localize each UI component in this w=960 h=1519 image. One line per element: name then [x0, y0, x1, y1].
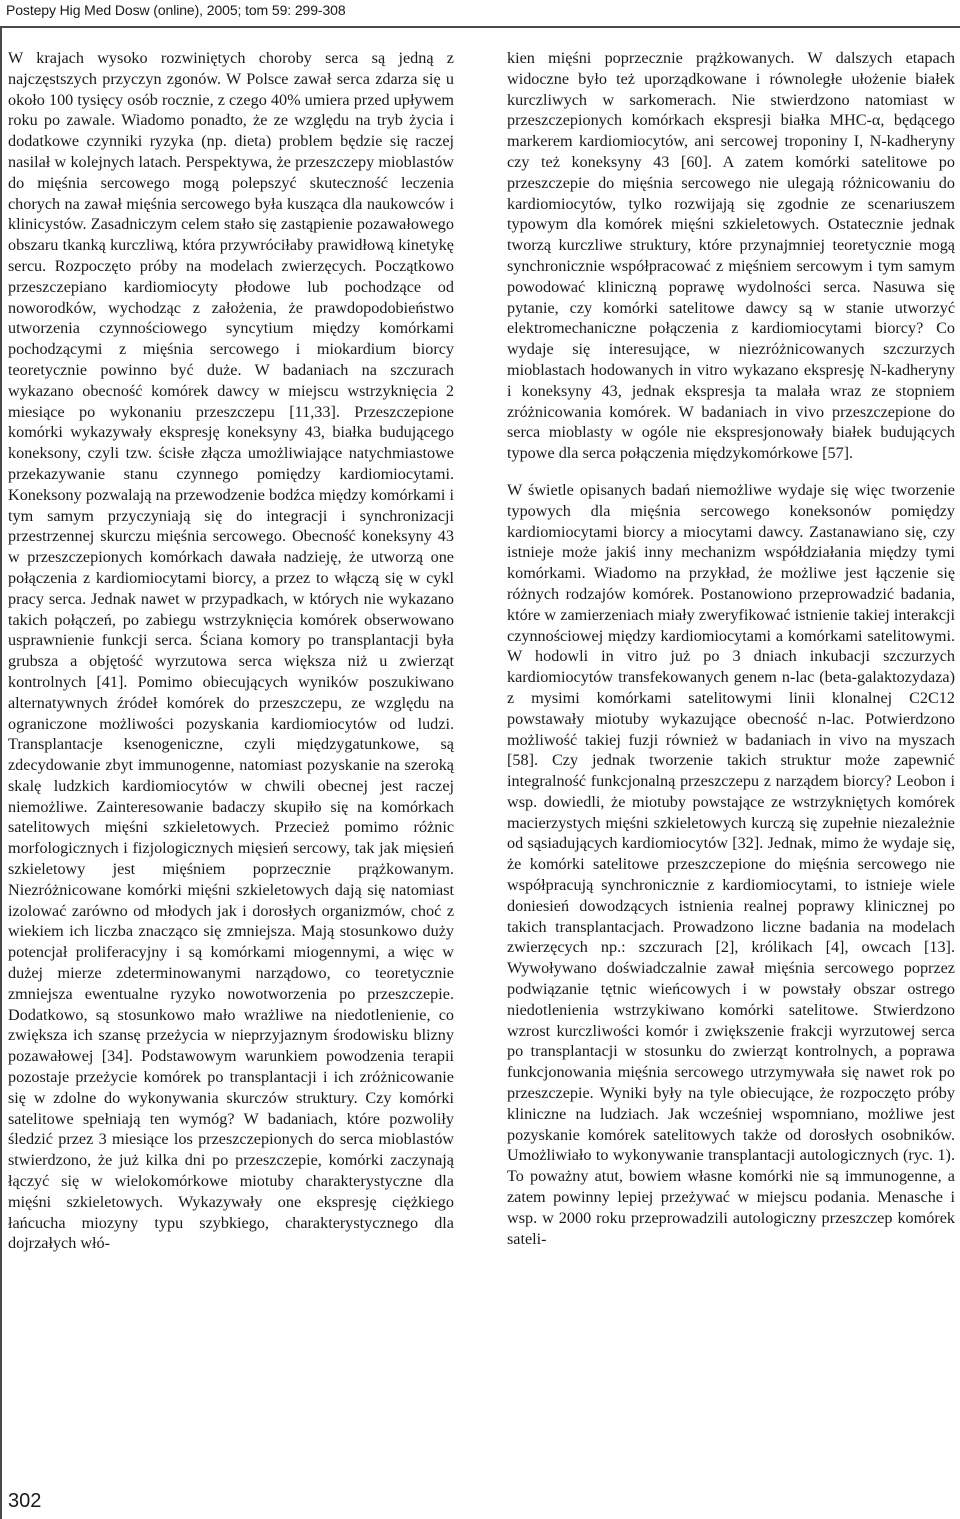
page-number: 302 — [8, 1490, 42, 1512]
left-margin-rule — [0, 28, 2, 1519]
left-text-column — [8, 48, 454, 1254]
body-paragraph: W krajach wysoko rozwiniętych choroby serca są jedną z najczęstszych przyczyn zgonów. W Polsce zawał serca zdarza się u około 100 tysięcy osób rocznie, z czego 40% umiera przed upływem roku po zawale. Wiadomo ponadto, że ze względu na tryb życia i dodatkowe czynniki ryzyka (np. dieta) problem będzie się raczej nasilał w kolejnych latach. Perspektywa, że przeszczepy mioblastów do mięśnia sercowego mogą polepszyć skuteczność leczenia chorych na zawał mięśnia sercowego była kusząca dla naukowców i klinicystów. Zasadniczym celem stało się zastąpienie pozawałowego obszaru tkanką kurczliwą, która przywróciłaby prawidłową kinetykę sercu. Rozpoczęto próby na modelach zwierzęcych. Początkowo przeszczepiano kardiomiocyty płodowe lub pochodzące od noworodków, wychodząc z założenia, że prawdopodobieństwo utworzenia czynnościowego syncytium między komórkami pochodzącymi z mięśnia sercowego i miokardium biorcy teoretycznie powinno być duże. W badaniach na szczurach wykazano obecność komórek dawcy w miejscu wstrzyknięcia 2 miesiące po wykonaniu przeszczepu [11,33]. Przeszczepione komórki wykazywały ekspresję koneksyny 43, białka budującego koneksony, czyli tzw. ścisłe złącza umożliwiające natychmiastowe przekazywanie stanu czynnego pomiędzy kardiomiocytami. Koneksony pozwalają na przewodzenie bodźca między komórkami i tym samym przyczyniają się do integracji i synchronizacji przestrzennej skurczu mięśnia sercowego. Obecność koneksyny 43 w przeszczepionych komórkach dawała nadzieję, że utworzą one połączenia z kardiomiocytami biorcy, a przez to włączą się w cykl pracy serca. Jednak nawet w przypadkach, w których nie wykazano takich połączeń, po zabiegu wstrzyknięcia komórek obserwowano usprawnienie funkcji serca. Ściana komory po transplantacji była grubsza a objętość wyrzutowa serca większa niż u zwierząt kontrolnych [41]. Pomimo obiecujących wyników poszukiwano alternatywnych źródeł komórek do przeszczepu, ze względu na ograniczone możliwości pozyskania kardiomiocytów od ludzi. Transplantacje ksenogeniczne, czyli międzygatunkowe, są zdecydowanie zbyt immunogenne, natomiast pozyskanie na szeroką skalę ludzkich kardiomiocytów w chwili obecnej jest raczej niemożliwe. Zainteresowanie badaczy skupiło się na komórkach satelitowych mięśni szkieletowych. Przecież pomimo różnic morfologicznych i fizjologicznych mięsień sercowy, tak jak mięsień szkieletowy jest mięśniem poprzecznie prążkowanym. Niezróżnicowane komórki mięśni szkieletowych dają się natomiast izolować zarówno od młodych jak i dorosłych organizmów, choć z wiekiem ich liczba znacząco się zmniejsza. Mają stosunkowo duży potencjał proliferacyjny i są komórkami miogennymi, a więc w dużej mierze zdeterminowanymi narządowo, co teoretycznie zmniejsza ewentualne ryzyko nowotworzenia po przeszczepie. Dodatkowo, są stosunkowo mało wrażliwe na niedotlenienie, co zwiększa ich szansę przeżycia w nieprzyjaznym środowisku blizny pozawałowej [34]. Podstawowym warunkiem powodzenia terapii pozostaje przeżycie komórek po transplantacji i ich zróżnicowanie się w zdolne do wykonywania skurczów struktury. Czy komórki satelitowe spełniają ten wymóg? W badaniach, które pozwoliły śledzić przez 3 miesiące los przeszczepionych do serca mioblastów stwierdzono, że już kilka dni po przeszczepie, komórki zaczynają łączyć się w wielokomórkowe miotuby charakterystyczne dla mięśni szkieletowych. Wykazywały one ekspresję ciężkiego łańcucha miozyny typu szybkiego, charakterystycznego dla dojrzałych włó- — [8, 49, 454, 1253]
body-paragraph: W świetle opisanych badań niemożliwe wydaje się więc tworzenie typowych dla mięśnia sercowego koneksonów pomiędzy kardiomiocytami biorcy a miocytami dawcy. Zastanawiano się, czy istnieje może jakiś inny mechanizm współdziałania między tymi komórkami. Wiadomo na przykład, że możliwe jest łączenie się różnych rodzajów komórek. Postanowiono przeprowadzić badania, które w zamierzeniach miały zweryfikować istnienie takiej interakcji czynnościowej między kardiomiocytami a komórkami satelitowymi. W hodowli in vitro już po 3 dniach inkubacji szczurzych kardiomiocytów transfekowanych genem n-lac (beta-galaktozydaza) z mysimi komórkami satelitowymi linii klonalnej C2C12 powstawały miotuby wykazujące obecność n-lac. Potwierdzono możliwość takiej fuzji również w badaniach in vivo na myszach [58]. Czy jednak tworzenie takich struktur może zapewnić integralność funkcjonalną przeszczepu z narządem biorcy? Leobon i wsp. dowiedli, że miotuby powstające ze wstrzykniętych komórek macierzystych mięśni szkieletowych kurczą się zupełnie niezależnie od sąsiadujących kardiomiocytów [32]. Jednak, mimo że wydaje się, że komórki satelitowe przeszczepione do mięśnia sercowego nie współpracują synchronicznie z kardiomiocytami, to istnieje wiele doniesień dowodzących istnienia realnej poprawy klinicznej po takich transplantacjach. Prowadzono liczne badania na modelach zwierzęcych np.: szczurach [2], królikach [4], owcach [13]. Wywoływano doświadczalnie zawał mięśnia sercowego poprzez podwiązanie tętnic wieńcowych i w powstały obszar ostrego niedotlenienia wstrzykiwano komórki satelitowe. Stwierdzono wzrost kurczliwości komór i zwiększenie frakcji wyrzutowej serca po transplantacji w stosunku do zwierząt kontrolnych, a poprawa funkcjonowania mięśnia sercowego utrzymywała się nawet rok po przeszczepie. Wyniki były na tyle obiecujące, że rozpoczęto próby kliniczne na ludziach. Jak wcześniej wspomniano, możliwe jest pozyskanie komórek satelitowych także od dorosłych osobników. Umożliwiało to wykonywanie transplantacji autologicznych (ryc. 1). To poważny atut, bowiem własne komórki nie są immunogenne, a zatem powinny lepiej przeżywać w miejscu podania. Menasche i wsp. w 2000 roku przeprowadzili autologiczny przeszczep komórek sateli- — [507, 480, 955, 1248]
header-rule — [0, 26, 960, 28]
right-text-column — [507, 48, 955, 1249]
running-header: Postepy Hig Med Dosw (online), 2005; tom 59: 299-308 — [6, 2, 346, 18]
body-paragraph: kien mięśni poprzecznie prążkowanych. W dalszych etapach widoczne było też uporządkowane i równoległe ułożenie białek kurczliwych w sarkomerach. Nie stwierdzono natomiast w przeszczepionych komórkach ekspresji białka MHC-α, będącego markerem kardiomiocytów, ani sercowej troponiny I, N-kadheryny czy też koneksyny 43 [60]. A zatem komórki satelitowe po przeszczepie do mięśnia sercowego nie ulegają różnicowaniu do kardiomiocytów, tylko rozwijają się zgodnie ze scenariuszem typowym dla komórek mięśni szkieletowych. Ostatecznie jednak tworzą kurczliwe struktury, które przynajmniej teoretycznie mogą synchronicznie współpracować z mięśniem sercowym i tym samym powodować kliniczną poprawę wydolności serca. Nasuwa się pytanie, czy komórki satelitowe dawcy są w stanie utworzyć elektromechaniczne połączenia z kardiomiocytami biorcy? Co wydaje się interesujące, w niezróżnicowanych szczurzych mioblastach hodowanych in vitro wykazano ekspresję N-kadheryny i koneksyny 43, jednak ekspresja ta malała wraz ze stopniem zróżnicowania komórek. W badaniach in vivo przeszczepione do serca mioblasty w ogóle nie ekspresjonowały białek budujących typowe dla serca połączenia międzykomórkowe [57]. — [507, 49, 955, 463]
